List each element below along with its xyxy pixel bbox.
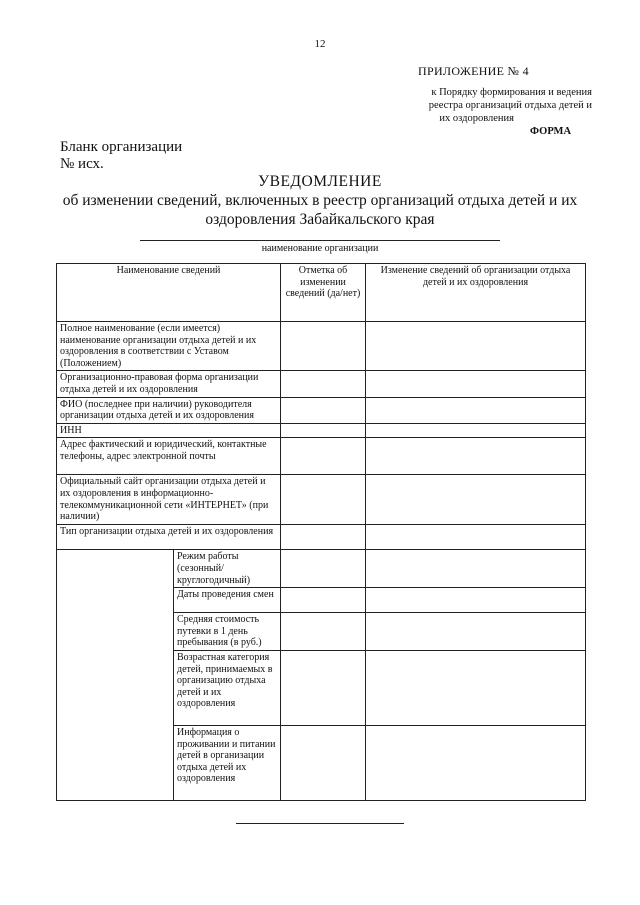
table-row	[57, 397, 586, 423]
mark-cell[interactable]	[281, 371, 366, 397]
notice-subject	[50, 191, 590, 229]
change-cell[interactable]	[366, 423, 586, 438]
mark-cell[interactable]	[281, 525, 366, 550]
change-cell[interactable]	[366, 322, 586, 371]
page-number: 12	[314, 38, 326, 50]
change-cell[interactable]	[366, 438, 586, 475]
appendix-line: к Порядку формирования и ведения	[431, 87, 592, 98]
change-cell[interactable]	[366, 550, 586, 588]
row-label: ИНН	[57, 423, 281, 438]
subrow-label: Даты проведения смен	[174, 588, 281, 613]
header-change: Изменение сведений об организации отдыха детей и их оздоровления	[366, 264, 586, 322]
letterhead	[60, 139, 182, 173]
appendix-reference	[380, 86, 592, 125]
table-row	[57, 423, 586, 438]
subrow-label: Режим работы (сезонный/ круглогодичный)	[174, 550, 281, 588]
change-cell[interactable]	[366, 588, 586, 613]
table-row	[57, 322, 586, 371]
row-label: Официальный сайт организации отдыха детей и их оздоровления в информационно-телекоммуникационной сети «ИНТЕРНЕТ» (при наличии)	[57, 475, 281, 525]
mark-cell[interactable]	[281, 475, 366, 525]
organization-name-line	[140, 240, 500, 241]
table-row	[57, 525, 586, 550]
header-info: Наименование сведений	[57, 264, 281, 322]
appendix-title: ПРИЛОЖЕНИЕ № 4	[418, 64, 529, 78]
row-label: Полное наименование (если имеется) наименование организации отдыха детей и их оздоровления в соответствии с Уставом (Положением)	[57, 322, 281, 371]
subrow-label: Средняя стоимость путевки в 1 день пребывания (в руб.)	[174, 613, 281, 651]
mark-cell[interactable]	[281, 650, 366, 725]
change-cell[interactable]	[366, 725, 586, 800]
row-label: ФИО (последнее при наличии) руководителя организации отдыха детей и их оздоровления	[57, 397, 281, 423]
form-label: ФОРМА	[530, 126, 572, 137]
info-change-table	[56, 263, 586, 801]
mark-cell[interactable]	[281, 397, 366, 423]
change-cell[interactable]	[366, 650, 586, 725]
mark-cell[interactable]	[281, 613, 366, 651]
table-row	[57, 438, 586, 475]
mark-cell[interactable]	[281, 423, 366, 438]
mark-cell[interactable]	[281, 438, 366, 475]
change-cell[interactable]	[366, 371, 586, 397]
mark-cell[interactable]	[281, 588, 366, 613]
change-cell[interactable]	[366, 525, 586, 550]
letterhead-blank: Бланк организации	[60, 139, 183, 155]
row-label: Организационно-правовая форма организации отдыха детей и их оздоровления	[57, 371, 281, 397]
row-label: Адрес фактический и юридический, контактные телефоны, адрес электронной почты	[57, 438, 281, 475]
table-subrow	[57, 550, 586, 588]
change-cell[interactable]	[366, 475, 586, 525]
organization-name-caption: наименование организации	[261, 243, 379, 254]
subrow-label: Информация о проживании и питании детей в организации отдыха детей их оздоровления	[174, 725, 281, 800]
table-row	[57, 475, 586, 525]
header-mark: Отметка об изменении сведений (да/нет)	[281, 264, 366, 322]
row-label: Тип организации отдыха детей и их оздоровления	[57, 525, 281, 550]
appendix-line: реестра организаций отдыха детей и	[428, 100, 592, 111]
mark-cell[interactable]	[281, 322, 366, 371]
table-row	[57, 371, 586, 397]
notice-subject-line: оздоровления Забайкальского края	[205, 211, 435, 228]
table-header-row	[57, 264, 586, 322]
notice-title: УВЕДОМЛЕНИЕ	[258, 173, 382, 190]
mark-cell[interactable]	[281, 550, 366, 588]
footer-divider	[236, 823, 404, 824]
subrow-label: Возрастная категория детей, принимаемых в организацию отдыха детей и их оздоровления	[174, 650, 281, 725]
change-cell[interactable]	[366, 613, 586, 651]
notice-subject-line: об изменении сведений, включенных в реестр организаций отдыха детей и их	[62, 192, 578, 209]
mark-cell[interactable]	[281, 725, 366, 800]
subrow-group-cell	[57, 550, 174, 801]
change-cell[interactable]	[366, 397, 586, 423]
appendix-line: их оздоровления	[439, 113, 514, 124]
letterhead-outgoing-number: № исх.	[60, 156, 104, 172]
